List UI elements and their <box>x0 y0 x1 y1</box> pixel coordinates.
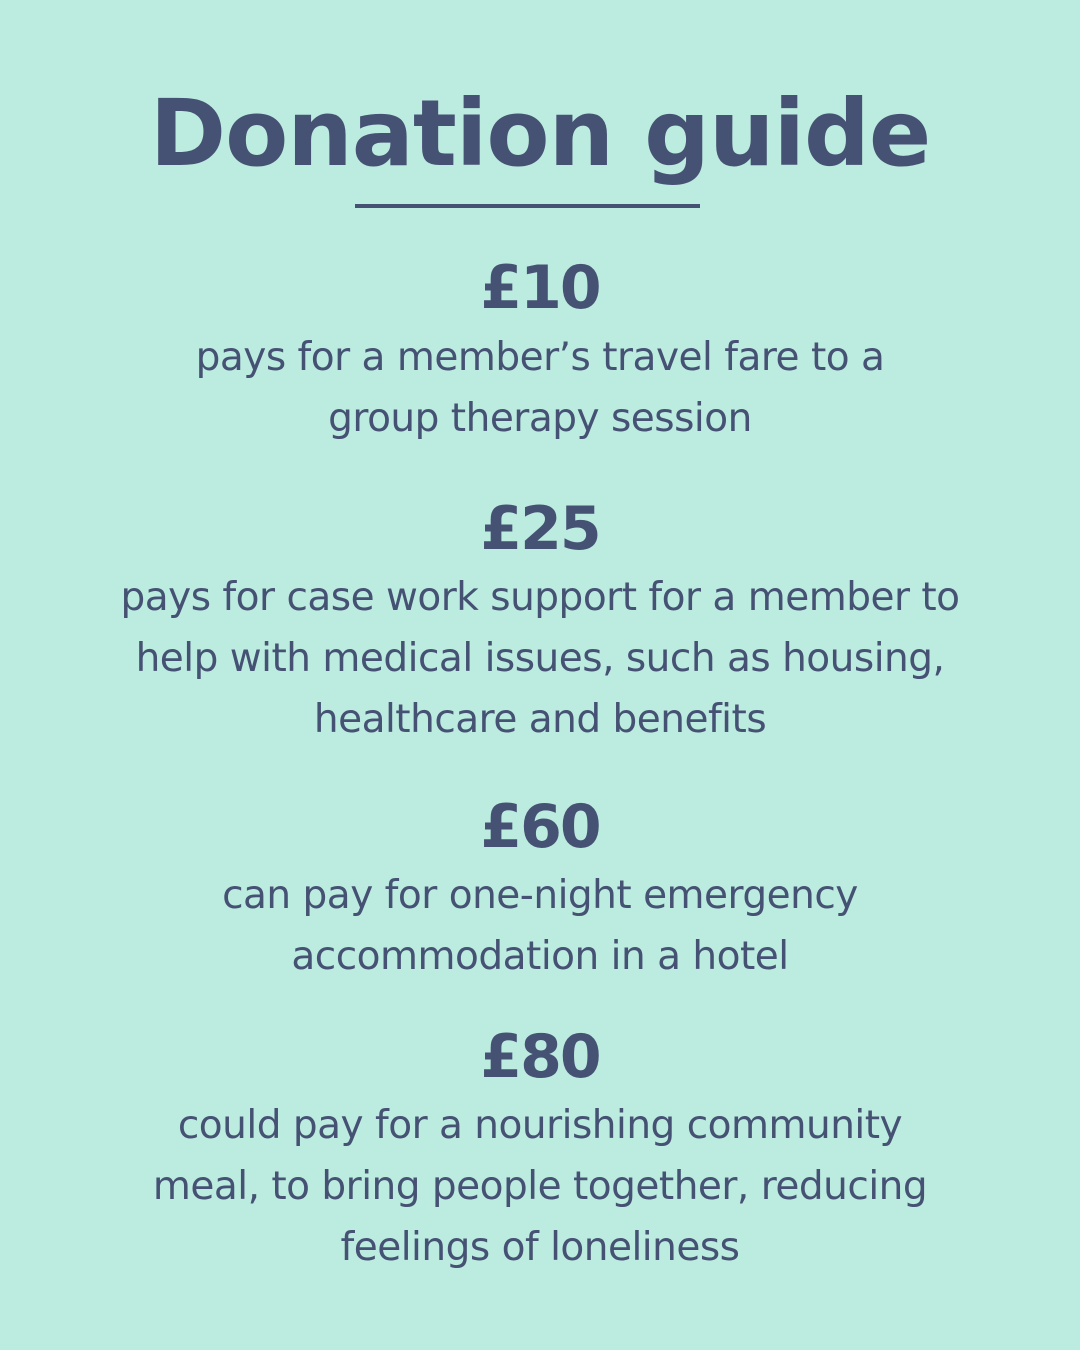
donation-description-60 <box>60 865 1020 987</box>
title-divider <box>355 204 700 208</box>
page-title: Donation guide <box>149 80 931 187</box>
description-line: can pay for one-night emergency <box>222 873 858 918</box>
description-line: could pay for a nourishing community <box>177 1103 903 1148</box>
description-line: pays for case work support for a member to <box>120 575 960 620</box>
donation-description-80 <box>60 1095 1020 1278</box>
description-line: group therapy session <box>328 396 752 441</box>
donation-description-25 <box>60 567 1020 750</box>
donation-amount-60: £60 <box>480 792 600 862</box>
description-line: healthcare and benefits <box>313 697 767 742</box>
donation-amount-25: £25 <box>480 494 600 564</box>
description-line: accommodation in a hotel <box>291 934 789 979</box>
description-line: help with medical issues, such as housing, <box>135 636 945 681</box>
donation-amount-80: £80 <box>480 1022 600 1092</box>
donation-description-10 <box>60 327 1020 449</box>
donation-amount-10: £10 <box>480 253 600 323</box>
description-line: pays for a member’s travel fare to a <box>195 335 885 380</box>
description-line: feelings of loneliness <box>340 1225 740 1270</box>
description-line: meal, to bring people together, reducing <box>152 1164 928 1209</box>
